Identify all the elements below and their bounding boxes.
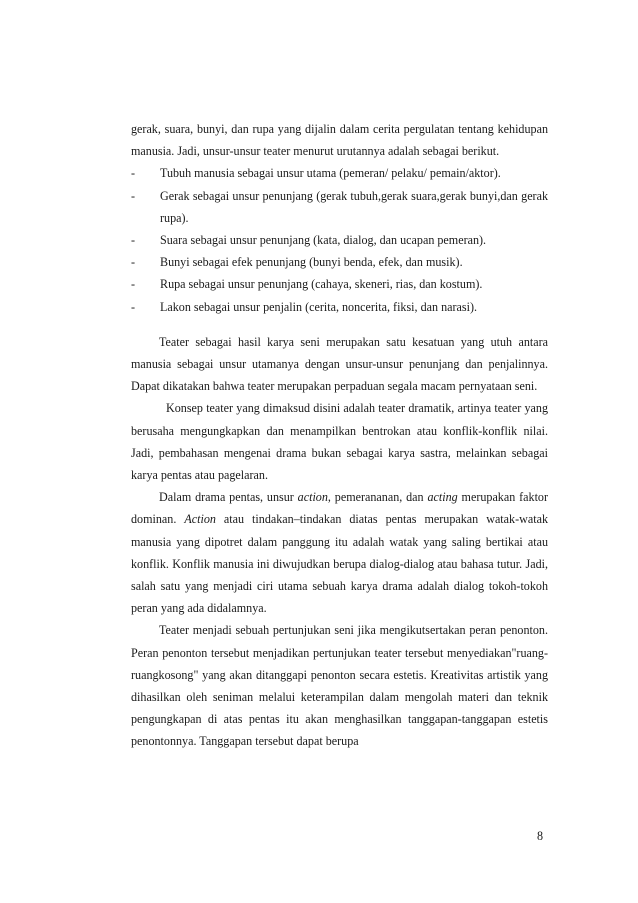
list-item-text: Gerak sebagai unsur penunjang (gerak tubuh,gerak suara,gerak bunyi,dan gerak rupa).: [160, 188, 548, 225]
theater-elements-list: [131, 162, 548, 317]
paragraph-unity: Teater sebagai hasil karya seni merupakan satu kesatuan yang utuh antara manusia sebagai unsur utamanya dengan unsur-unsur penunjang dan penjalinnya. Dapat dikatakan bahwa teater merupakan perpaduan segala macam pernyataan seni.: [131, 334, 548, 394]
list-dash: -: [131, 255, 136, 270]
list-item: [131, 273, 548, 295]
list-item-text: Rupa sebagai unsur penunjang (cahaya, skeneri, rias, dan kostum).: [160, 277, 483, 292]
list-item: [131, 185, 548, 229]
list-item: [131, 229, 548, 251]
paragraph-action: [131, 486, 548, 619]
intro-paragraph: gerak, suara, bunyi, dan rupa yang dijalin dalam cerita pergulatan tentang kehidupan manusia. Jadi, unsur-unsur teater menurut urutannya adalah sebagai berikut.: [131, 122, 548, 159]
list-item: [131, 162, 548, 184]
paragraph-audience: Teater menjadi sebuah pertunjukan seni jika mengikutsertakan peran penonton. Peran penonton tersebut menjadikan pertunjukan teater tersebut menyediakan"ruang-ruangkosong" yang akan ditanggapi penonton secara estetis. Kreativitas artistik yang dihasilkan oleh seniman melalui keterampilan dalam mengolah materi dan teknik pengungkapan di atas pentas itu akan menghasilkan tanggapan-tanggapan estetis penontonnya. Tanggapan tersebut dapat berupa: [131, 623, 548, 749]
list-dash: -: [131, 233, 136, 248]
list-item: [131, 296, 548, 318]
text-run: merupakan faktor dominan.: [131, 490, 548, 527]
page-body: [131, 118, 548, 753]
text-run: atau tindakan–tindakan diatas pentas merupakan watak-watak manusia yang dipotret dalam panggung itu adalah watak yang saling bertikai atau konflik. Konflik manusia ini diwujudkan berupa dialog-dialog atau bahasa tutur. Jadi, salah satu yang menjadi ciri utama sebuah karya drama adalah dialog tokoh-tokoh peran yang ada didalamnya.: [131, 512, 548, 616]
list-dash: -: [131, 188, 136, 203]
italic-term-acting: acting: [427, 490, 458, 505]
page-number: 8: [537, 829, 544, 843]
text-run: Dalam drama pentas, unsur: [159, 490, 298, 505]
list-item-text: Bunyi sebagai efek penunjang (bunyi benda, efek, dan musik).: [160, 255, 463, 270]
paragraph-concept: Konsep teater yang dimaksud disini adalah teater dramatik, artinya teater yang berusaha mengungkapkan dan menampilkan bentrokan atau konflik-konflik nilai. Jadi, pembahasan mengenai drama bukan sebagai karya sastra, melainkan sebagai karya pentas atau pagelaran.: [131, 401, 548, 483]
italic-term-action: action: [297, 490, 328, 505]
section-gap: [131, 318, 548, 331]
list-dash: -: [131, 299, 136, 314]
list-dash: -: [131, 277, 136, 292]
italic-term-action-capital: Action: [184, 512, 216, 527]
list-item-text: Suara sebagai unsur penunjang (kata, dialog, dan ucapan pemeran).: [160, 233, 487, 248]
list-item: [131, 251, 548, 273]
text-run: , pemerananan, dan: [327, 490, 428, 505]
list-dash: -: [131, 166, 136, 181]
list-item-text: Lakon sebagai unsur penjalin (cerita, noncerita, fiksi, dan narasi).: [160, 299, 478, 314]
list-item-text: Tubuh manusia sebagai unsur utama (pemeran/ pelaku/ pemain/aktor).: [160, 166, 501, 181]
